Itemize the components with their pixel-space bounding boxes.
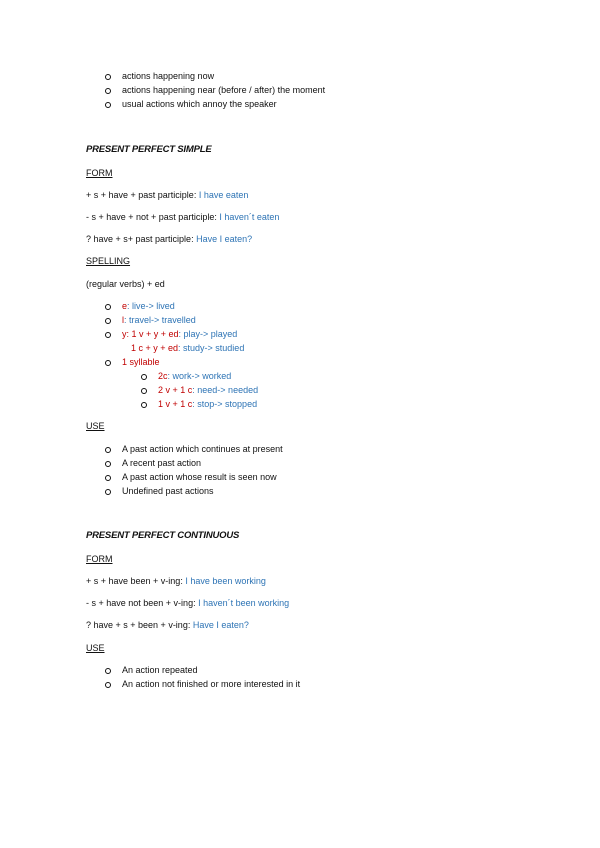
bullet-icon bbox=[105, 88, 111, 94]
rule-key: l bbox=[122, 315, 124, 325]
form-line bbox=[86, 234, 252, 245]
bullet-icon bbox=[105, 102, 111, 108]
use-label: USE bbox=[86, 643, 105, 653]
form-text: ? have + s+ past participle: bbox=[86, 234, 197, 244]
form-line bbox=[86, 212, 279, 223]
form-text: + s + have been + v-ing: bbox=[86, 576, 186, 586]
rule-key: 1 v + 1 c bbox=[158, 399, 193, 409]
form-label: FORM bbox=[86, 168, 113, 178]
form-example: I haven´t been working bbox=[198, 598, 290, 608]
rule-key: 2c bbox=[158, 371, 168, 381]
syllable-subrule bbox=[158, 385, 258, 396]
bullet-icon bbox=[141, 374, 147, 380]
list-item: actions happening now bbox=[122, 71, 215, 81]
bullet-icon bbox=[105, 304, 111, 310]
rule-key: 2 v + 1 c bbox=[158, 385, 193, 395]
rule-example: : live-> lived bbox=[127, 301, 175, 311]
form-example: I have eaten bbox=[198, 190, 249, 200]
spelling-rule bbox=[122, 329, 237, 340]
syllable-rule: 1 syllable bbox=[122, 357, 160, 367]
bullet-icon bbox=[105, 360, 111, 366]
rule-example: : travel-> travelled bbox=[124, 315, 196, 325]
list-item: actions happening near (before / after) the moment bbox=[122, 85, 326, 95]
bullet-icon bbox=[141, 402, 147, 408]
bullet-icon bbox=[105, 318, 111, 324]
section-heading: PRESENT PERFECT SIMPLE bbox=[86, 144, 212, 155]
bullet-icon bbox=[105, 461, 111, 467]
form-example: I have been working bbox=[185, 576, 266, 586]
spelling-intro: (regular verbs) + ed bbox=[86, 279, 165, 289]
list-item: A recent past action bbox=[122, 458, 202, 468]
form-line bbox=[86, 598, 289, 609]
form-text: - s + have + not + past participle: bbox=[86, 212, 220, 222]
list-item: A past action which continues at present bbox=[122, 444, 283, 454]
bullet-icon bbox=[105, 447, 111, 453]
bullet-icon bbox=[105, 682, 111, 688]
list-item: An action repeated bbox=[122, 665, 198, 675]
list-item: usual actions which annoy the speaker bbox=[122, 99, 277, 109]
spelling-rule bbox=[131, 343, 244, 354]
spelling-rule bbox=[122, 315, 196, 326]
form-text: + s + have + past participle: bbox=[86, 190, 199, 200]
form-text: - s + have not been + v-ing: bbox=[86, 598, 199, 608]
rule-key: y: 1 v + y + ed bbox=[122, 329, 179, 339]
rule-example: : work-> worked bbox=[167, 371, 232, 381]
syllable-subrule bbox=[158, 371, 231, 382]
rule-example: : need-> needed bbox=[192, 385, 259, 395]
list-item: An action not finished or more interested in it bbox=[122, 679, 301, 689]
bullet-icon bbox=[105, 668, 111, 674]
list-item: Undefined past actions bbox=[122, 486, 214, 496]
form-line bbox=[86, 190, 248, 201]
spelling-label: SPELLING bbox=[86, 256, 131, 266]
bullet-icon bbox=[105, 475, 111, 481]
list-item: A past action whose result is seen now bbox=[122, 472, 277, 482]
syllable-subrule bbox=[158, 399, 257, 410]
rule-example: : study-> studied bbox=[178, 343, 245, 353]
section-heading: PRESENT PERFECT CONTINUOUS bbox=[86, 530, 240, 541]
form-example: Have I eaten? bbox=[196, 234, 253, 244]
form-label: FORM bbox=[86, 554, 113, 564]
bullet-icon bbox=[105, 332, 111, 338]
form-line bbox=[86, 576, 266, 587]
use-label: USE bbox=[86, 421, 105, 431]
form-example: Have I eaten? bbox=[192, 620, 249, 630]
rule-example: : play-> played bbox=[178, 329, 238, 339]
bullet-icon bbox=[105, 74, 111, 80]
spelling-rule bbox=[122, 301, 175, 312]
rule-key: 1 c + y + ed bbox=[131, 343, 179, 353]
rule-example: : stop-> stopped bbox=[192, 399, 258, 409]
form-line bbox=[86, 620, 249, 631]
form-text: ? have + s + been + v-ing: bbox=[86, 620, 193, 630]
rule-key: e bbox=[122, 301, 128, 311]
bullet-icon bbox=[141, 388, 147, 394]
form-example: I haven´t eaten bbox=[219, 212, 280, 222]
bullet-icon bbox=[105, 489, 111, 495]
